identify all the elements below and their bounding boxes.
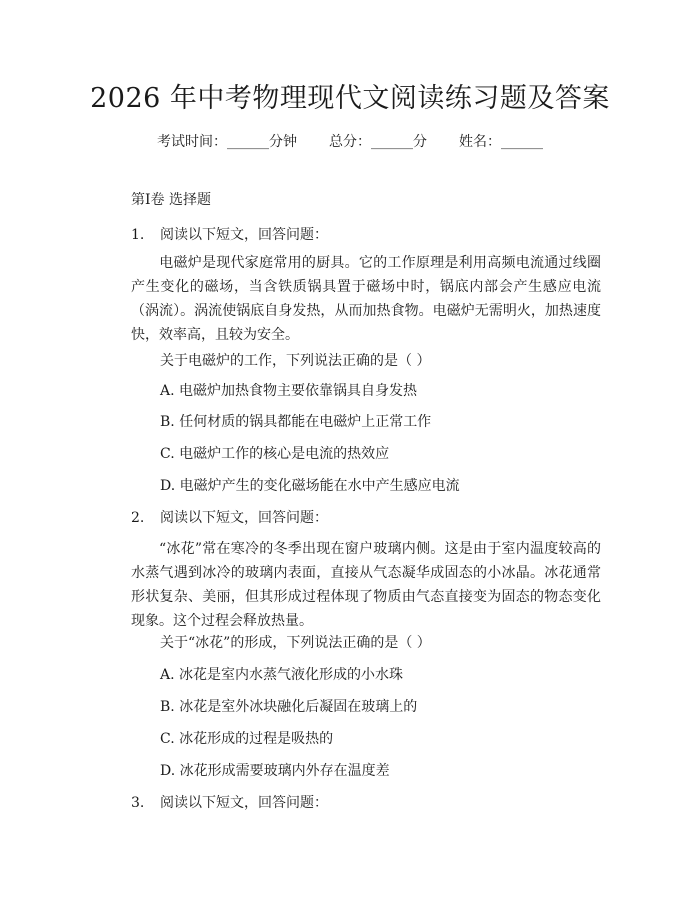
answer-option: D. 电磁炉产生的变化磁场能在水中产生感应电流	[160, 478, 460, 494]
answer-option: C. 冰花形成的过程是吸热的	[160, 731, 334, 747]
answer-option: A. 电磁炉加热食物主要依靠锅具自身发热	[160, 383, 418, 399]
question-number: 1.	[131, 227, 145, 243]
page-title: 2026 年中考物理现代文阅读练习题及答案	[90, 83, 610, 114]
answer-option: A. 冰花是室内水蒸气液化形成的小水珠	[160, 667, 404, 683]
reading-passage: “冰花”常在寒冷的冬季出现在窗户玻璃内侧。这是由于室内温度较高的水蒸气遇到冰冷的玻璃内表面，直接从气态凝华成固态的小冰晶。冰花通常形状复杂、美丽，但其形成过程体现了物质由气态直接变为固态的物态变化现象。这个过程会释放热量。	[131, 541, 601, 629]
question-stem: 关于电磁炉的工作，下列说法正确的是（ ）	[160, 353, 431, 369]
question-stem: 关于“冰花”的形成，下列说法正确的是（ ）	[160, 635, 431, 651]
exam-time-field: 考试时间：______分钟	[157, 134, 297, 150]
answer-option: B. 冰花是室外冰块融化后凝固在玻璃上的	[160, 699, 418, 715]
answer-option: B. 任何材质的锅具都能在电磁炉上正常工作	[160, 414, 432, 430]
question-number: 2.	[131, 510, 145, 526]
exam-meta	[0, 132, 700, 152]
reading-passage: 电磁炉是现代家庭常用的厨具。它的工作原理是利用高频电流通过线圈产生变化的磁场，当含铁质锅具置于磁场中时，锅底内部会产生感应电流（涡流）。涡流使锅底自身发热，从而加热食物。电磁炉无需明火，加热速度快，效率高，且较为安全。	[131, 255, 601, 343]
question-prompt: 阅读以下短文，回答问题：	[160, 510, 328, 526]
question-prompt: 阅读以下短文，回答问题：	[160, 227, 328, 243]
question-number: 3.	[131, 795, 145, 811]
answer-option: C. 电磁炉工作的核心是电流的热效应	[160, 446, 390, 462]
question-prompt: 阅读以下短文，回答问题：	[160, 795, 328, 811]
total-score-field: 总分：______分	[329, 134, 427, 150]
answer-option: D. 冰花形成需要玻璃内外存在温度差	[160, 763, 390, 779]
student-name-field: 姓名：______	[459, 134, 543, 150]
section-heading: 第Ⅰ卷 选择题	[131, 192, 211, 208]
